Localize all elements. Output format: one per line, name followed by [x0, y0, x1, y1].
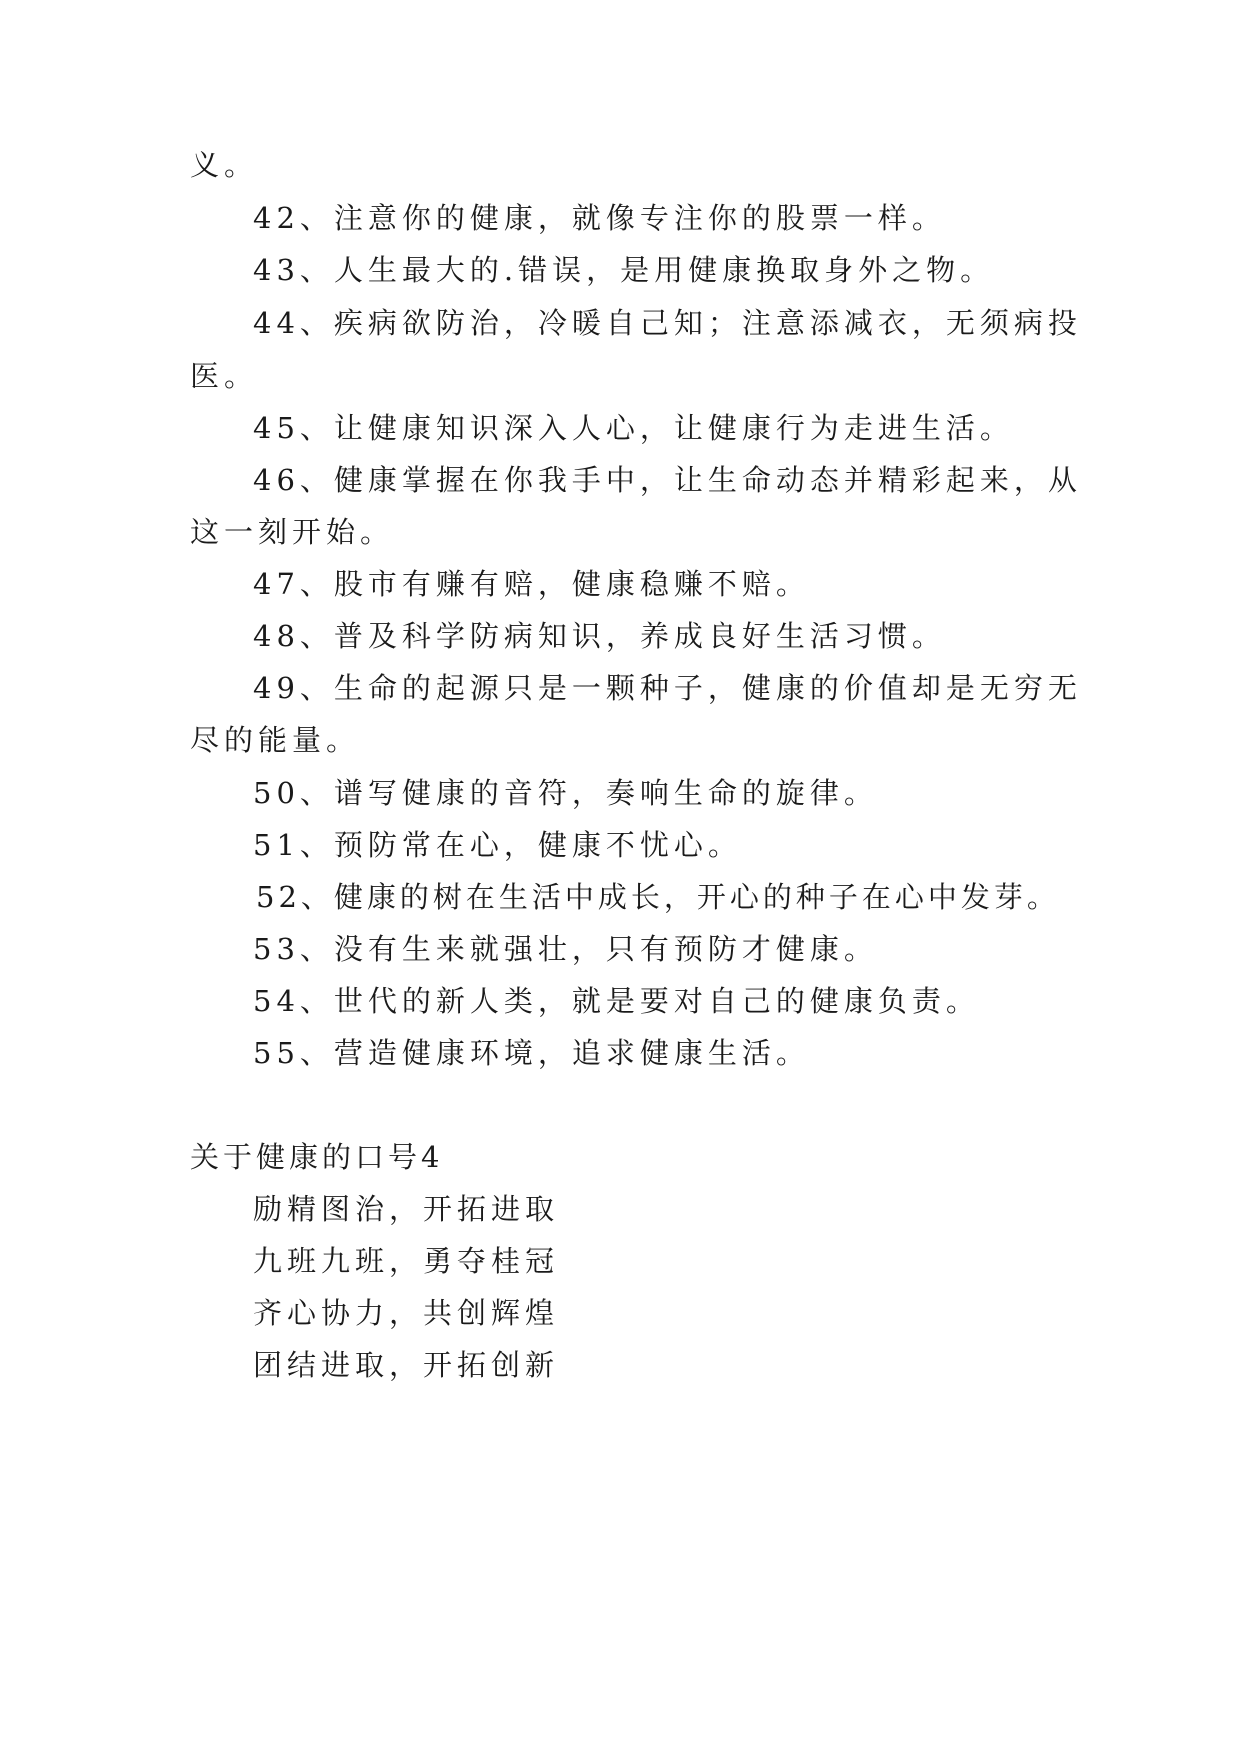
- slogan-item-49: 49、生命的起源只是一颗种子，健康的价值却是无穷无: [253, 671, 1082, 705]
- slogan-item-50: 50、谱写健康的音符，奏响生命的旋律。: [253, 776, 878, 810]
- slogan-line: 团结进取，开拓创新: [253, 1348, 560, 1382]
- slogan-line: 励精图治，开拓进取: [253, 1192, 560, 1226]
- slogan-item-46-continuation: 这一刻开始。: [190, 515, 395, 549]
- slogan-line: 齐心协力，共创辉煌: [253, 1296, 560, 1330]
- slogan-item-54: 54、世代的新人类，就是要对自己的健康负责。: [253, 984, 980, 1018]
- continuation-text: 义。: [190, 148, 259, 182]
- slogan-item-44: 44、疾病欲防治，冷暖自己知；注意添减衣，无须病投: [253, 306, 1082, 340]
- slogan-item-51: 51、预防常在心，健康不忧心。: [253, 828, 742, 862]
- slogan-item-53: 53、没有生来就强壮，只有预防才健康。: [253, 932, 878, 966]
- slogan-item-44-continuation: 医。: [190, 359, 259, 393]
- slogan-item-55: 55、营造健康环境，追求健康生活。: [253, 1036, 810, 1070]
- slogan-item-42: 42、注意你的健康，就像专注你的股票一样。: [253, 201, 946, 235]
- slogan-item-47: 47、股市有赚有赔，健康稳赚不赔。: [253, 567, 810, 601]
- slogan-item-49-continuation: 尽的能量。: [190, 723, 361, 757]
- section-title: 关于健康的口号4: [190, 1140, 444, 1174]
- slogan-item-52: 52、健康的树在生活中成长，开心的种子在心中发芽。: [256, 880, 1060, 914]
- slogan-line: 九班九班，勇夺桂冠: [253, 1244, 560, 1278]
- slogan-item-48: 48、普及科学防病知识，养成良好生活习惯。: [253, 619, 946, 653]
- slogan-item-46: 46、健康掌握在你我手中，让生命动态并精彩起来，从: [253, 463, 1082, 497]
- slogan-item-45: 45、让健康知识深入人心，让健康行为走进生活。: [253, 411, 1014, 445]
- slogan-item-43: 43、人生最大的.错误，是用健康换取身外之物。: [253, 253, 995, 287]
